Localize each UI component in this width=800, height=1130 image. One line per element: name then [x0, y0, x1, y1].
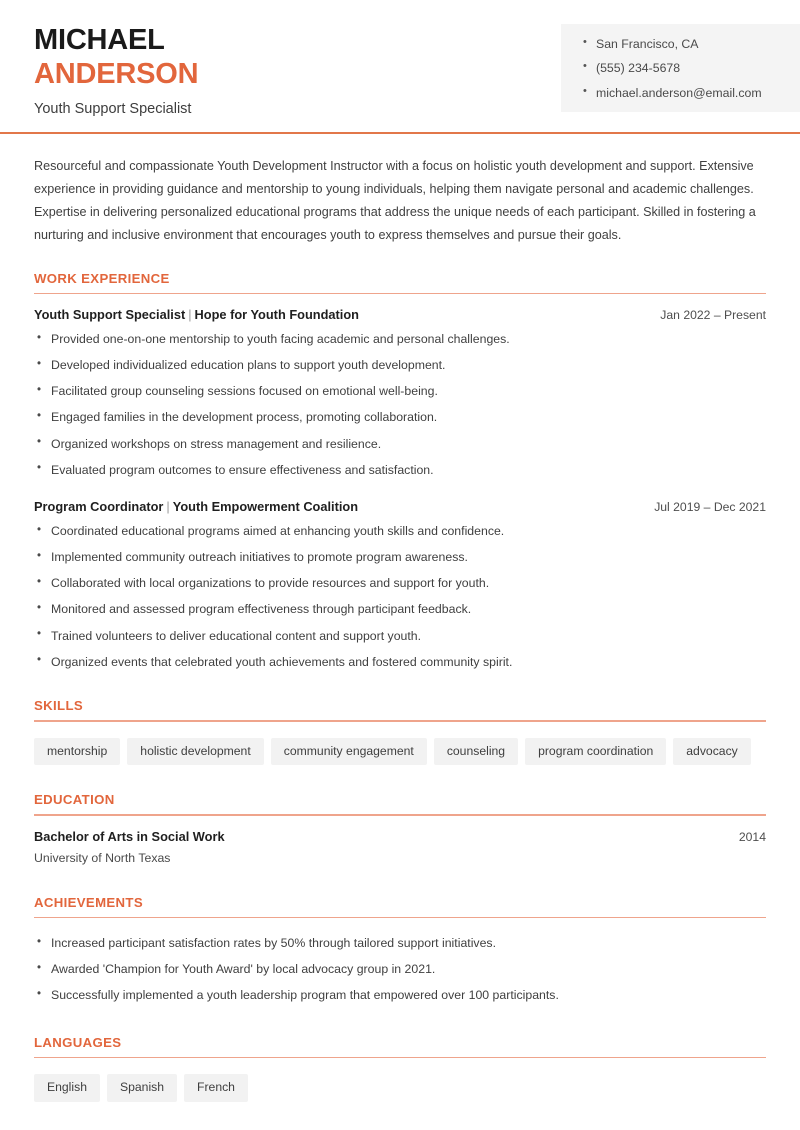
section-education — [34, 792, 766, 865]
list-item: • Organized events that celebrated youth achievements and fostered community spirit. — [34, 654, 766, 671]
list-item: • Implemented community outreach initiatives to promote program awareness. — [34, 549, 766, 566]
education-institution: University of North Texas — [34, 850, 171, 865]
list-item: • Engaged families in the development process, promoting collaboration. — [34, 409, 766, 426]
list-item: • Successfully implemented a youth leadership program that empowered over 100 participants. — [34, 987, 766, 1004]
list-item: • Coordinated educational programs aimed at enhancing youth skills and confidence. — [34, 523, 766, 540]
experience-date-range: Jan 2022 – Present — [660, 308, 766, 323]
experience-bullet-list — [34, 331, 766, 478]
resume-content — [0, 155, 800, 1102]
first-name: MICHAEL — [34, 24, 165, 56]
section-title-achievements: ACHIEVEMENTS — [34, 894, 143, 910]
section-languages — [34, 1035, 766, 1102]
skill-tag: program coordination — [525, 738, 666, 765]
experience-organization: Hope for Youth Foundation — [194, 307, 359, 323]
list-item: • Facilitated group counseling sessions focused on emotional well-being. — [34, 383, 766, 400]
language-tag: English — [34, 1074, 100, 1101]
experience-title-line — [34, 499, 358, 514]
header-divider — [0, 132, 800, 134]
experience-role: Youth Support Specialist — [34, 307, 186, 323]
list-item: • Awarded 'Champion for Youth Award' by local advocacy group in 2021. — [34, 961, 766, 978]
identity-block — [34, 24, 766, 117]
achievements-bullet-list — [34, 935, 766, 1004]
section-title-work-experience: WORK EXPERIENCE — [34, 270, 170, 286]
section-divider — [34, 814, 766, 816]
skill-tag: mentorship — [34, 738, 120, 765]
education-year: 2014 — [738, 829, 766, 844]
skills-tag-list — [34, 738, 766, 765]
section-title-languages: LANGUAGES — [34, 1034, 122, 1050]
experience-entry — [34, 499, 766, 670]
last-name: ANDERSON — [34, 57, 199, 90]
section-divider — [34, 1057, 766, 1059]
skill-tag: community engagement — [271, 738, 427, 765]
experience-entry-header — [34, 499, 766, 514]
skill-tag: counseling — [434, 738, 518, 765]
section-divider — [34, 917, 766, 919]
list-item: • Increased participant satisfaction rates by 50% through tailored support initiatives. — [34, 935, 766, 952]
experience-organization: Youth Empowerment Coalition — [172, 499, 359, 515]
contact-location: • San Francisco, CA — [583, 38, 800, 50]
professional-title: Youth Support Specialist — [34, 100, 192, 117]
list-item: • Evaluated program outcomes to ensure effectiveness and satisfaction. — [34, 462, 766, 479]
section-skills — [34, 698, 766, 765]
language-tag: Spanish — [107, 1074, 177, 1101]
education-entry — [34, 829, 766, 865]
skill-tag: holistic development — [127, 738, 263, 765]
experience-bullet-list — [34, 523, 766, 670]
list-item: • Organized workshops on stress management and resilience. — [34, 436, 766, 453]
experience-title-line — [34, 307, 359, 322]
education-degree: Bachelor of Arts in Social Work — [34, 828, 225, 844]
experience-entry — [34, 307, 766, 478]
list-item: • Collaborated with local organizations to provide resources and support for youth. — [34, 575, 766, 592]
list-item: • Trained volunteers to deliver educational content and support youth. — [34, 628, 766, 645]
languages-tag-list — [34, 1074, 766, 1101]
list-item: • Monitored and assessed program effectiveness through participant feedback. — [34, 601, 766, 618]
experience-date-range: Jul 2019 – Dec 2021 — [654, 500, 766, 515]
section-work-experience — [34, 271, 766, 671]
section-divider — [34, 293, 766, 295]
section-divider — [34, 720, 766, 722]
title-separator: | — [166, 499, 170, 515]
experience-entry-header — [34, 307, 766, 322]
professional-summary: Resourceful and compassionate Youth Development Instructor with a focus on holistic youth development and support. Extensive experience in providing guidance and mentorship to young individuals, helping them navigate personal and academic challenges. Expertise in delivering personalized educational programs that address the unique needs of each participant. Skilled in fostering a nurturing and inclusive environment that encourages youth to express themselves and pursue their goals. — [34, 159, 756, 242]
language-tag: French — [184, 1074, 248, 1101]
contact-email[interactable]: • michael.anderson@email.com — [583, 87, 800, 99]
section-title-education: EDUCATION — [34, 792, 115, 808]
contact-phone[interactable]: • (555) 234-5678 — [583, 62, 800, 74]
list-item: • Provided one-on-one mentorship to youth facing academic and personal challenges. — [34, 331, 766, 348]
experience-role: Program Coordinator — [34, 499, 164, 515]
section-title-skills: SKILLS — [34, 698, 83, 714]
education-entry-header — [34, 829, 766, 844]
title-separator: | — [188, 307, 192, 323]
section-achievements — [34, 895, 766, 1004]
resume-header — [0, 0, 800, 133]
list-item: • Developed individualized education plans to support youth development. — [34, 357, 766, 374]
skill-tag: advocacy — [673, 738, 751, 765]
